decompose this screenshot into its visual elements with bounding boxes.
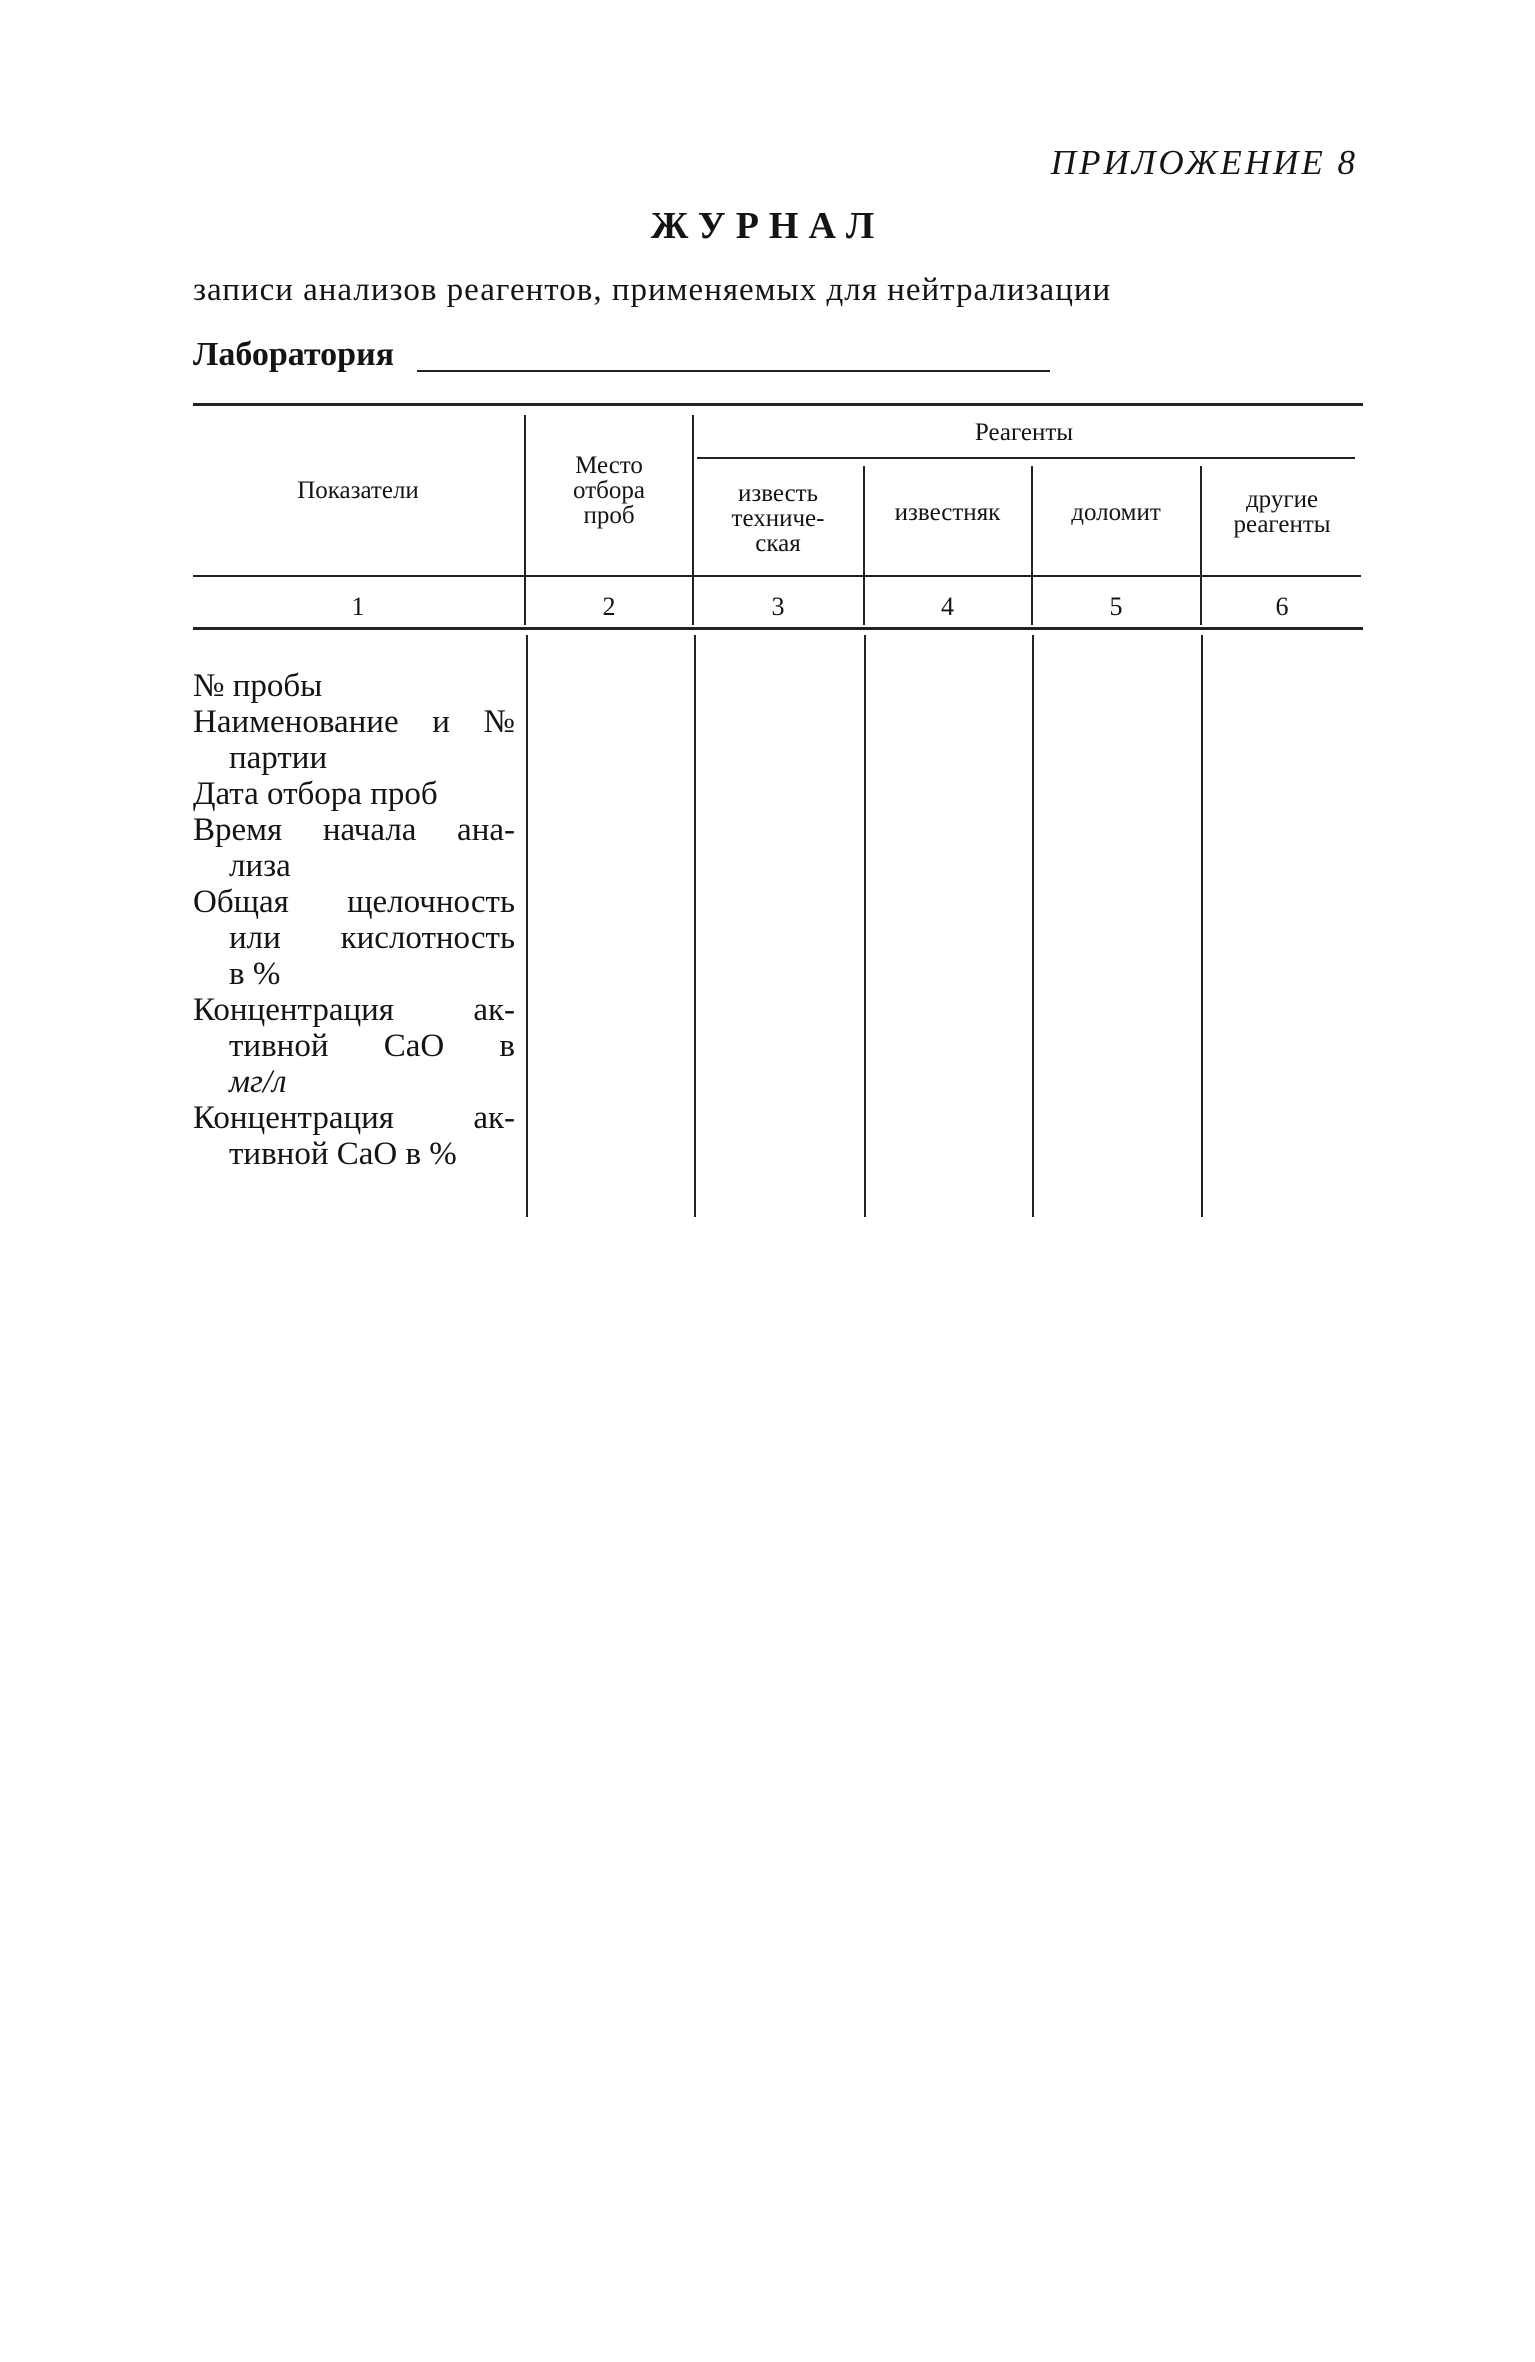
- table-top-rule: [193, 403, 1363, 406]
- indicator-row-line: мг/л: [229, 1064, 287, 1100]
- indicator-row: [193, 668, 515, 704]
- header-reagent-limestone: [865, 462, 1030, 562]
- column-number-1: 1: [351, 592, 365, 621]
- indicator-row-line: тивной CaO в %: [229, 1136, 457, 1172]
- header-reagent-limestone-text: известняк: [894, 498, 1001, 526]
- header-reagent-dolomite-text: доломит: [1071, 498, 1161, 526]
- numbers-bottom-rule: [193, 627, 1363, 630]
- indicator-row: [193, 992, 515, 1100]
- header-indicators: [193, 410, 523, 570]
- header-reagent-lime: [694, 462, 862, 574]
- header-reagents: [694, 410, 1354, 454]
- indicator-row-line: Время начала ана-: [193, 812, 515, 848]
- laboratory-fill-line: [417, 370, 1050, 372]
- body-divider-2: [694, 635, 696, 1217]
- header-indicators-text: Показатели: [297, 476, 419, 504]
- indicator-row-line: партии: [229, 740, 328, 776]
- col-divider-1: [524, 415, 526, 625]
- body-divider-1: [526, 635, 528, 1217]
- column-number-5: 5: [1109, 592, 1123, 621]
- header-reagent-other-text: другие реагенты: [1233, 486, 1331, 538]
- header-bottom-rule: [193, 575, 1361, 577]
- indicator-row-line: № пробы: [193, 668, 323, 704]
- header-reagents-text: Реагенты: [974, 418, 1074, 446]
- body-divider-5: [1201, 635, 1203, 1217]
- body-divider-4: [1032, 635, 1034, 1217]
- indicator-row-line: Наименование и №: [193, 704, 515, 740]
- indicator-row-line: Концентрация ак-: [193, 1100, 515, 1136]
- indicator-row: [193, 776, 515, 812]
- journal-subtitle: записи анализов реагентов, применяемых для нейтрализации: [193, 272, 1112, 308]
- header-sampling-place-text: Место отбора проб: [573, 451, 645, 529]
- indicator-row-line: или кислотность: [229, 920, 515, 956]
- column-number-3: 3: [771, 592, 785, 621]
- column-number-2: 2: [602, 592, 616, 621]
- body-divider-3: [864, 635, 866, 1217]
- indicator-row: [193, 884, 515, 992]
- indicator-row: [193, 812, 515, 884]
- indicator-row-line: Концентрация ак-: [193, 992, 515, 1028]
- indicator-row-line: тивной CaO в: [229, 1028, 515, 1064]
- column-number-4: 4: [941, 592, 954, 621]
- header-sampling-place: [527, 410, 691, 570]
- indicator-row-line: в %: [229, 956, 281, 992]
- journal-title: ЖУРНАЛ: [650, 205, 885, 247]
- appendix-label: ПРИЛОЖЕНИЕ 8: [1050, 143, 1358, 182]
- header-reagent-other: [1202, 462, 1362, 562]
- indicator-list: [193, 668, 515, 1172]
- indicator-row: [193, 704, 515, 776]
- indicator-row-line: Общая щелочность: [193, 884, 515, 920]
- header-reagent-lime-text: известь техниче- ская: [731, 479, 825, 557]
- column-number-6: 6: [1275, 592, 1289, 621]
- indicator-row: [193, 1100, 515, 1172]
- header-reagent-dolomite: [1033, 462, 1199, 562]
- indicator-row-line: лиза: [229, 848, 291, 884]
- laboratory-label: Лаборатория: [193, 336, 395, 373]
- reagents-group-rule: [697, 457, 1355, 459]
- indicator-row-line: Дата отбора проб: [193, 776, 438, 812]
